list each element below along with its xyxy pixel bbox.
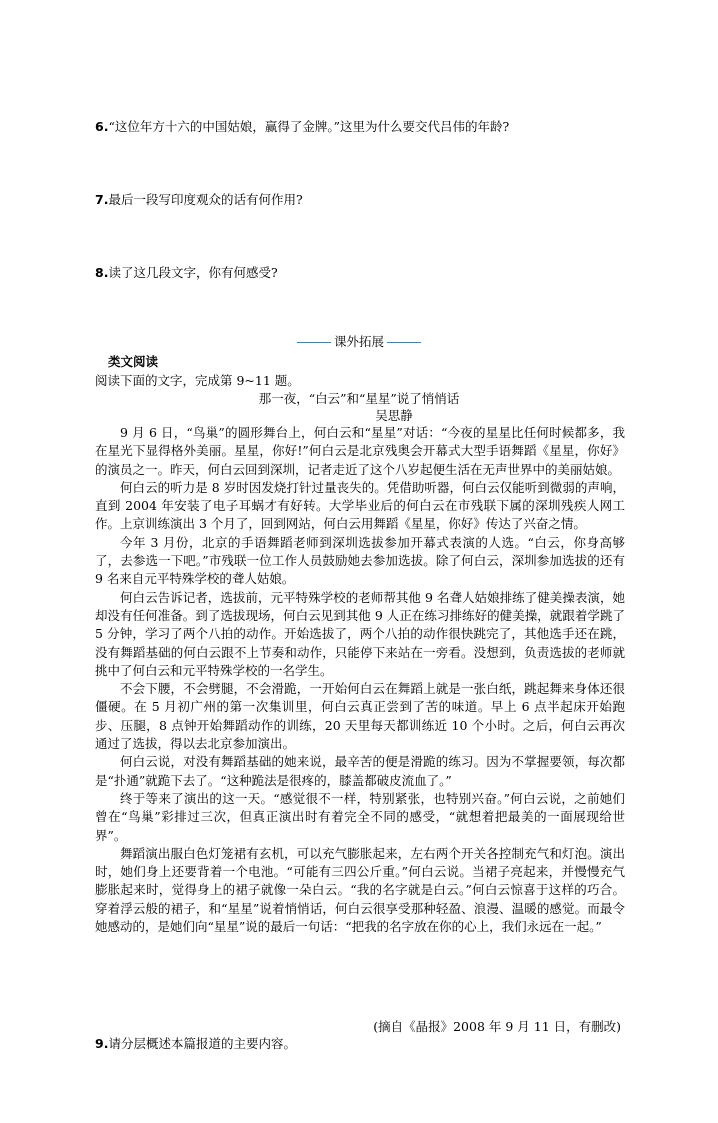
question-number: 7. xyxy=(95,192,109,207)
question-text: “这位年方十六的中国姑娘，赢得了金牌。”这里为什么要交代吕伟的年龄? xyxy=(108,119,510,134)
question-7 xyxy=(95,190,303,208)
section-heading-text: 课外拓展 xyxy=(333,334,384,349)
question-6 xyxy=(95,117,509,135)
question-number: 9. xyxy=(95,1036,109,1051)
question-number: 8. xyxy=(95,265,109,280)
paragraph: 何白云的听力是 8 岁时因发烧打针过量丧失的。凭借助听器，何白云仅能听到微弱的声响，直到 2004 年安装了电子耳蜗才有好转。大学毕业后的何白云在市残联下属的深圳残疾人网工作。上京训练演出 3 个月了，回到网站，何白云用舞蹈《星星，你好》传达了兴奋之情。 xyxy=(95,479,625,532)
question-text: 最后一段写印度观众的话有何作用? xyxy=(108,192,303,207)
question-text: 读了这几段文字，你有何感受? xyxy=(108,265,278,280)
question-text: 请分层概述本篇报道的主要内容。 xyxy=(108,1036,296,1051)
paragraph: 9 月 6 日，“鸟巢”的圆形舞台上，何白云和“星星”对话：“今夜的星星比任何时候都多，我在星光下显得格外美丽。星星，你好!”何白云是北京残奥会开幕式大型手语舞蹈《星星，你好》的演员之一。昨天，何白云回到深圳，记者走近了这个八岁起便生活在无声世界中的美丽姑娘。 xyxy=(95,425,625,477)
paragraph: 终于等来了演出的这一天。“感觉很不一样，特别紧张，也特别兴奋。”何白云说，之前她们曾在“鸟巢”彩排过三次，但真正演出时有着完全不同的感受，“就想着把最美的一面展现给世界”。 xyxy=(95,790,625,843)
paragraph: 何白云告诉记者，选拔前，元平特殊学校的老师帮其他 9 名聋人姑娘排练了健美操表演，她却没有任何准备。到了选拔现场，何白云见到其他 9 人正在练习排练好的健美操，就跟着学跳了 5 分钟，学习了两个八拍的动作。开始选拔了，两个八拍的动作很快跳完了，其他选手还在跳，没有舞蹈基础的何白云跟不上节奏和动作，只能停下来站在一旁看。没想到，负责选拔的老师就挑中了何白云和元平特殊学校的一名学生。 xyxy=(95,589,625,678)
section-subheading: 类文阅读 xyxy=(108,354,159,369)
heading-rule-left xyxy=(297,342,331,343)
section-heading xyxy=(0,332,718,350)
article-author: 吴思静 xyxy=(375,408,413,423)
paragraph: 舞蹈演出服白色灯笼裙有玄机，可以充气膨胀起来，左右两个开关各控制充气和灯泡。演出时，她们身上还要背着一个电池。“可能有三四公斤重。”何白云说。当裙子亮起来，并慢慢充气膨胀起来时，觉得身上的裙子就像一朵白云。“我的名字就是白云。”何白云惊喜于这样的巧合。穿着浮云般的裙子，和“星星”说着悄悄话，何白云很享受那种轻盈、浪漫、温暖的感觉。而最令她感动的，是她们向“星星”说的最后一句话：“把我的名字放在你的心上，我们永远在一起。” xyxy=(95,845,625,935)
question-9 xyxy=(95,1034,296,1052)
article-source: (摘自《晶报》2008 年 9 月 11 日，有删改) xyxy=(373,1019,621,1034)
question-number: 6. xyxy=(95,119,109,134)
article-title: 那一夜，“白云”和“星星”说了悄悄话 xyxy=(258,391,460,406)
instruction-text: 阅读下面的文字，完成第 9~11 题。 xyxy=(95,373,300,388)
question-8 xyxy=(95,263,278,281)
heading-rule-right xyxy=(387,342,421,343)
paragraph: 何白云说，对没有舞蹈基础的她来说，最辛苦的便是滑跪的练习。因为不掌握要领，每次都是“扑通”就跪下去了。“这种跪法是很疼的，膝盖都破皮流血了。” xyxy=(95,754,625,788)
paragraph: 不会下腰，不会劈腿，不会滑跪，一开始何白云在舞蹈上就是一张白纸，跳起舞来身体还很僵硬。在 5 月初广州的第一次集训里，何白云真正尝到了苦的味道。早上 6 点半起床开始跑步、压腿，8 点钟开始舞蹈动作的训练，20 天里每天都训练近 10 个小时。之后，何白云再次通过了选拔，得以去北京参加演出。 xyxy=(95,681,625,752)
paragraph: 今年 3 月份，北京的手语舞蹈老师到深圳选拔参加开幕式表演的人选。“白云，你身高够了，去参选一下吧。”市残联一位工作人员鼓励她去参加选拔。除了何白云，深圳参加选拔的还有 9 名来自元平特殊学校的聋人姑娘。 xyxy=(95,534,625,587)
article-body xyxy=(95,424,625,936)
